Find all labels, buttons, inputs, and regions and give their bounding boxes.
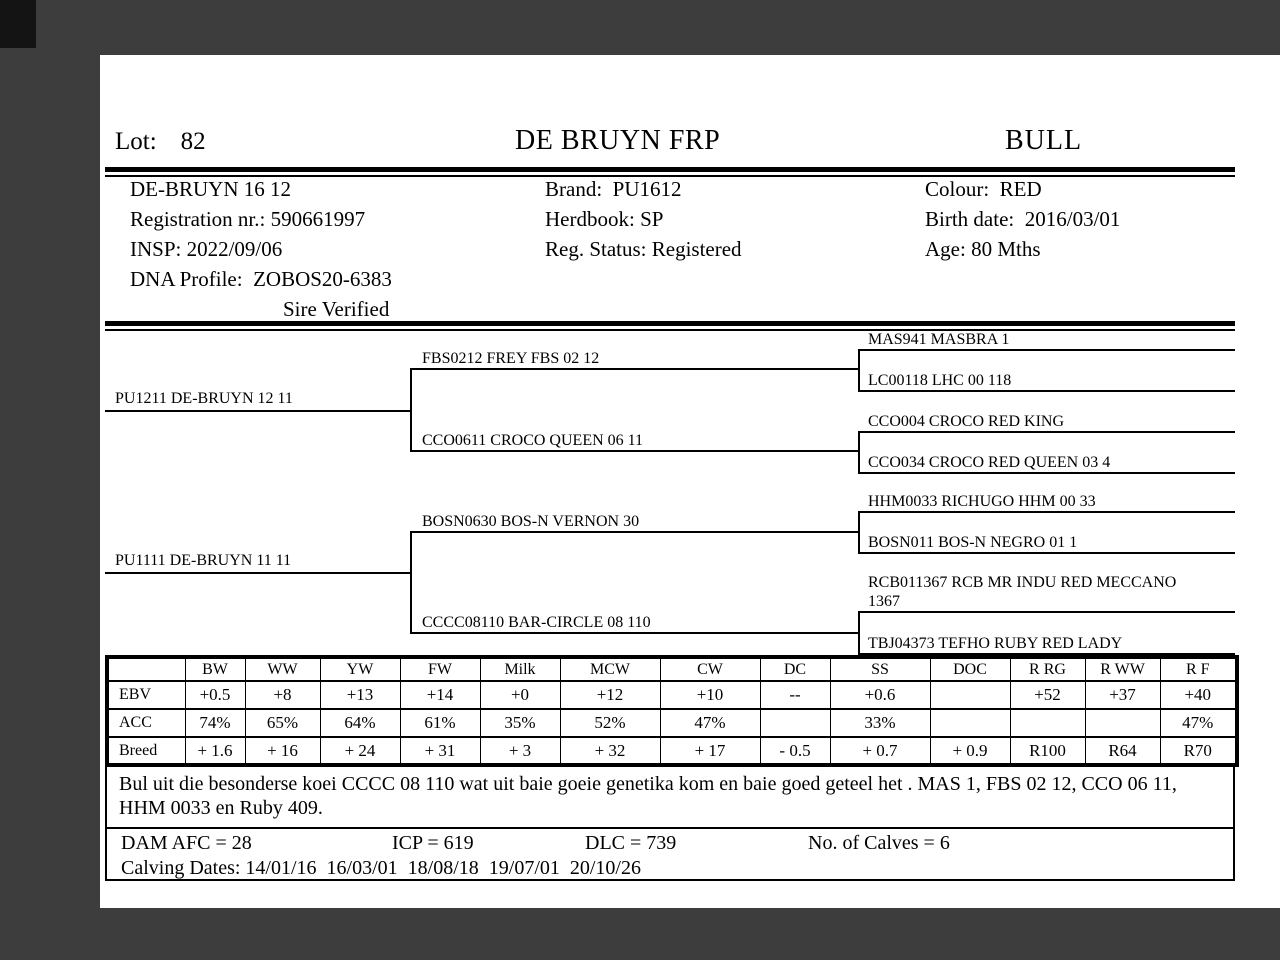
pedigree-great-grandparent-3: CCO004 CROCO RED KING <box>858 412 1235 433</box>
ebv-header-cw: CW <box>660 657 760 681</box>
acc-cell: 35% <box>480 709 560 737</box>
breed-cell: + 32 <box>560 737 660 765</box>
ebv-header-milk: Milk <box>480 657 560 681</box>
breed-cell: R70 <box>1160 737 1237 765</box>
acc-cell: 47% <box>660 709 760 737</box>
pedigree-connector-gp1 <box>858 351 860 392</box>
age: Age: 80 Mths <box>925 237 1041 261</box>
colour: Colour: RED <box>925 177 1042 201</box>
inspection-date: INSP: 2022/09/06 <box>130 237 283 261</box>
ebv-header-row <box>107 657 1237 681</box>
acc-cell: 65% <box>245 709 320 737</box>
pedigree-great-grandparent-5: HHM0033 RICHUGO HHM 00 33 <box>858 492 1235 513</box>
dna-profile: DNA Profile: ZOBOS20-6383 <box>130 267 392 291</box>
pedigree-grandparent-3: BOSN0630 BOS-N VERNON 30 <box>410 512 858 533</box>
pedigree-connector-sire <box>410 370 412 452</box>
breed-cell: + 17 <box>660 737 760 765</box>
ebv-and-notes-block <box>105 655 1235 881</box>
ebv-header-doc: DOC <box>930 657 1010 681</box>
lot-line <box>115 128 206 156</box>
pedigree-connector-gp3 <box>858 513 860 554</box>
registration-number: Registration nr.: 590661997 <box>130 207 366 231</box>
pedigree-grandparent-1: FBS0212 FREY FBS 02 12 <box>410 349 858 370</box>
pedigree-grandparent-4: CCCC08110 BAR-CIRCLE 08 110 <box>410 613 858 634</box>
divider-rule-top <box>105 167 1235 177</box>
pedigree-great-grandparent-4: CCO034 CROCO RED QUEEN 03 4 <box>858 453 1235 474</box>
ebv-header-ww: WW <box>245 657 320 681</box>
ebv-cell: +52 <box>1010 681 1085 709</box>
ebv-cell: +13 <box>320 681 400 709</box>
sire-verified-note: Sire Verified <box>283 297 390 321</box>
brand: Brand: PU1612 <box>545 177 682 201</box>
ebv-header-dc: DC <box>760 657 830 681</box>
ebv-cell: +40 <box>1160 681 1237 709</box>
acc-cell: 64% <box>320 709 400 737</box>
acc-cell <box>760 709 830 737</box>
ebv-cell: +14 <box>400 681 480 709</box>
lot-number: 82 <box>180 128 206 155</box>
calving-dates: Calving Dates: 14/01/16 16/03/01 18/08/18 19/07/01 20/10/26 <box>121 857 641 879</box>
registration-status: Reg. Status: Registered <box>545 237 742 261</box>
ebv-cell: +0 <box>480 681 560 709</box>
pedigree-connector-gp4 <box>858 613 860 655</box>
acc-cell <box>930 709 1010 737</box>
pedigree-great-grandparent-1: MAS941 MASBRA 1 <box>858 330 1235 351</box>
ebv-cell: +0.6 <box>830 681 930 709</box>
icp: ICP = 619 <box>392 832 474 854</box>
breed-cell: R64 <box>1085 737 1160 765</box>
ebv-cell <box>930 681 1010 709</box>
ebv-cell: +37 <box>1085 681 1160 709</box>
remark-text: Bul uit die besonderse koei CCCC 08 110 wat uit baie goeie genetika kom en baie goed geteel het . MAS 1, FBS 02 12, CCO 06 11, HHM 0033 en Ruby 409. <box>119 773 1177 819</box>
pedigree-great-grandparent-7-line1: RCB011367 RCB MR INDU RED MECCANO <box>868 574 1177 591</box>
ebv-header-mcw: MCW <box>560 657 660 681</box>
pedigree-great-grandparent-2: LC00118 LHC 00 118 <box>858 371 1235 392</box>
ebv-cell: +8 <box>245 681 320 709</box>
breed-row-label: Breed <box>107 737 185 765</box>
pedigree-connector-gp2 <box>858 433 860 474</box>
acc-cell: 33% <box>830 709 930 737</box>
ebv-header-rww: R WW <box>1085 657 1160 681</box>
breed-cell: + 1.6 <box>185 737 245 765</box>
breed-cell: + 16 <box>245 737 320 765</box>
catalog-page <box>100 55 1280 908</box>
ebv-cell: +10 <box>660 681 760 709</box>
acc-row <box>107 709 1237 737</box>
ebv-row-label: EBV <box>107 681 185 709</box>
dam-afc: DAM AFC = 28 <box>121 832 252 854</box>
pedigree-great-grandparent-8: TBJ04373 TEFHO RUBY RED LADY <box>858 634 1235 655</box>
breed-row <box>107 737 1237 765</box>
ebv-header-fw: FW <box>400 657 480 681</box>
ebv-cell: +12 <box>560 681 660 709</box>
acc-cell: 74% <box>185 709 245 737</box>
pedigree-great-grandparent-7 <box>858 573 1235 613</box>
pedigree-great-grandparent-7-line2: 1367 <box>868 593 900 610</box>
ebv-cell: +0.5 <box>185 681 245 709</box>
birth-date: Birth date: 2016/03/01 <box>925 207 1121 231</box>
breed-cell: + 0.7 <box>830 737 930 765</box>
corner-shadow <box>0 0 36 48</box>
pedigree-grandparent-2: CCO0611 CROCO QUEEN 06 11 <box>410 431 858 452</box>
breed-cell: - 0.5 <box>760 737 830 765</box>
dlc: DLC = 739 <box>585 832 677 854</box>
page-title: DE BRUYN FRP <box>515 125 721 156</box>
pedigree-great-grandparent-6: BOSN011 BOS-N NEGRO 01 1 <box>858 533 1235 554</box>
dam-info-section <box>107 827 1233 879</box>
acc-cell: 61% <box>400 709 480 737</box>
breed-cell: + 3 <box>480 737 560 765</box>
ebv-header-rf: R F <box>1160 657 1237 681</box>
acc-cell: 52% <box>560 709 660 737</box>
breed-cell: + 24 <box>320 737 400 765</box>
ebv-row <box>107 681 1237 709</box>
ebv-table <box>105 655 1239 767</box>
ebv-cell: -- <box>760 681 830 709</box>
acc-row-label: ACC <box>107 709 185 737</box>
breed-cell: R100 <box>1010 737 1085 765</box>
breed-cell: + 31 <box>400 737 480 765</box>
ebv-header-ss: SS <box>830 657 930 681</box>
notes-box <box>105 767 1235 881</box>
herdbook: Herdbook: SP <box>545 207 664 231</box>
pedigree-dam: PU1111 DE-BRUYN 11 11 <box>105 551 410 574</box>
lot-label: Lot: <box>115 128 157 155</box>
breed-cell: + 0.9 <box>930 737 1010 765</box>
pedigree-sire: PU1211 DE-BRUYN 12 11 <box>105 389 410 412</box>
acc-cell: 47% <box>1160 709 1237 737</box>
ebv-header-bw: BW <box>185 657 245 681</box>
acc-cell <box>1085 709 1160 737</box>
pedigree-connector-dam <box>410 533 412 634</box>
acc-cell <box>1010 709 1085 737</box>
ebv-header-rrg: R RG <box>1010 657 1085 681</box>
ebv-header-yw: YW <box>320 657 400 681</box>
animal-category: BULL <box>1005 125 1083 156</box>
animal-id: DE-BRUYN 16 12 <box>130 177 291 201</box>
number-of-calves: No. of Calves = 6 <box>808 832 950 854</box>
ebv-header-blank <box>107 657 185 681</box>
